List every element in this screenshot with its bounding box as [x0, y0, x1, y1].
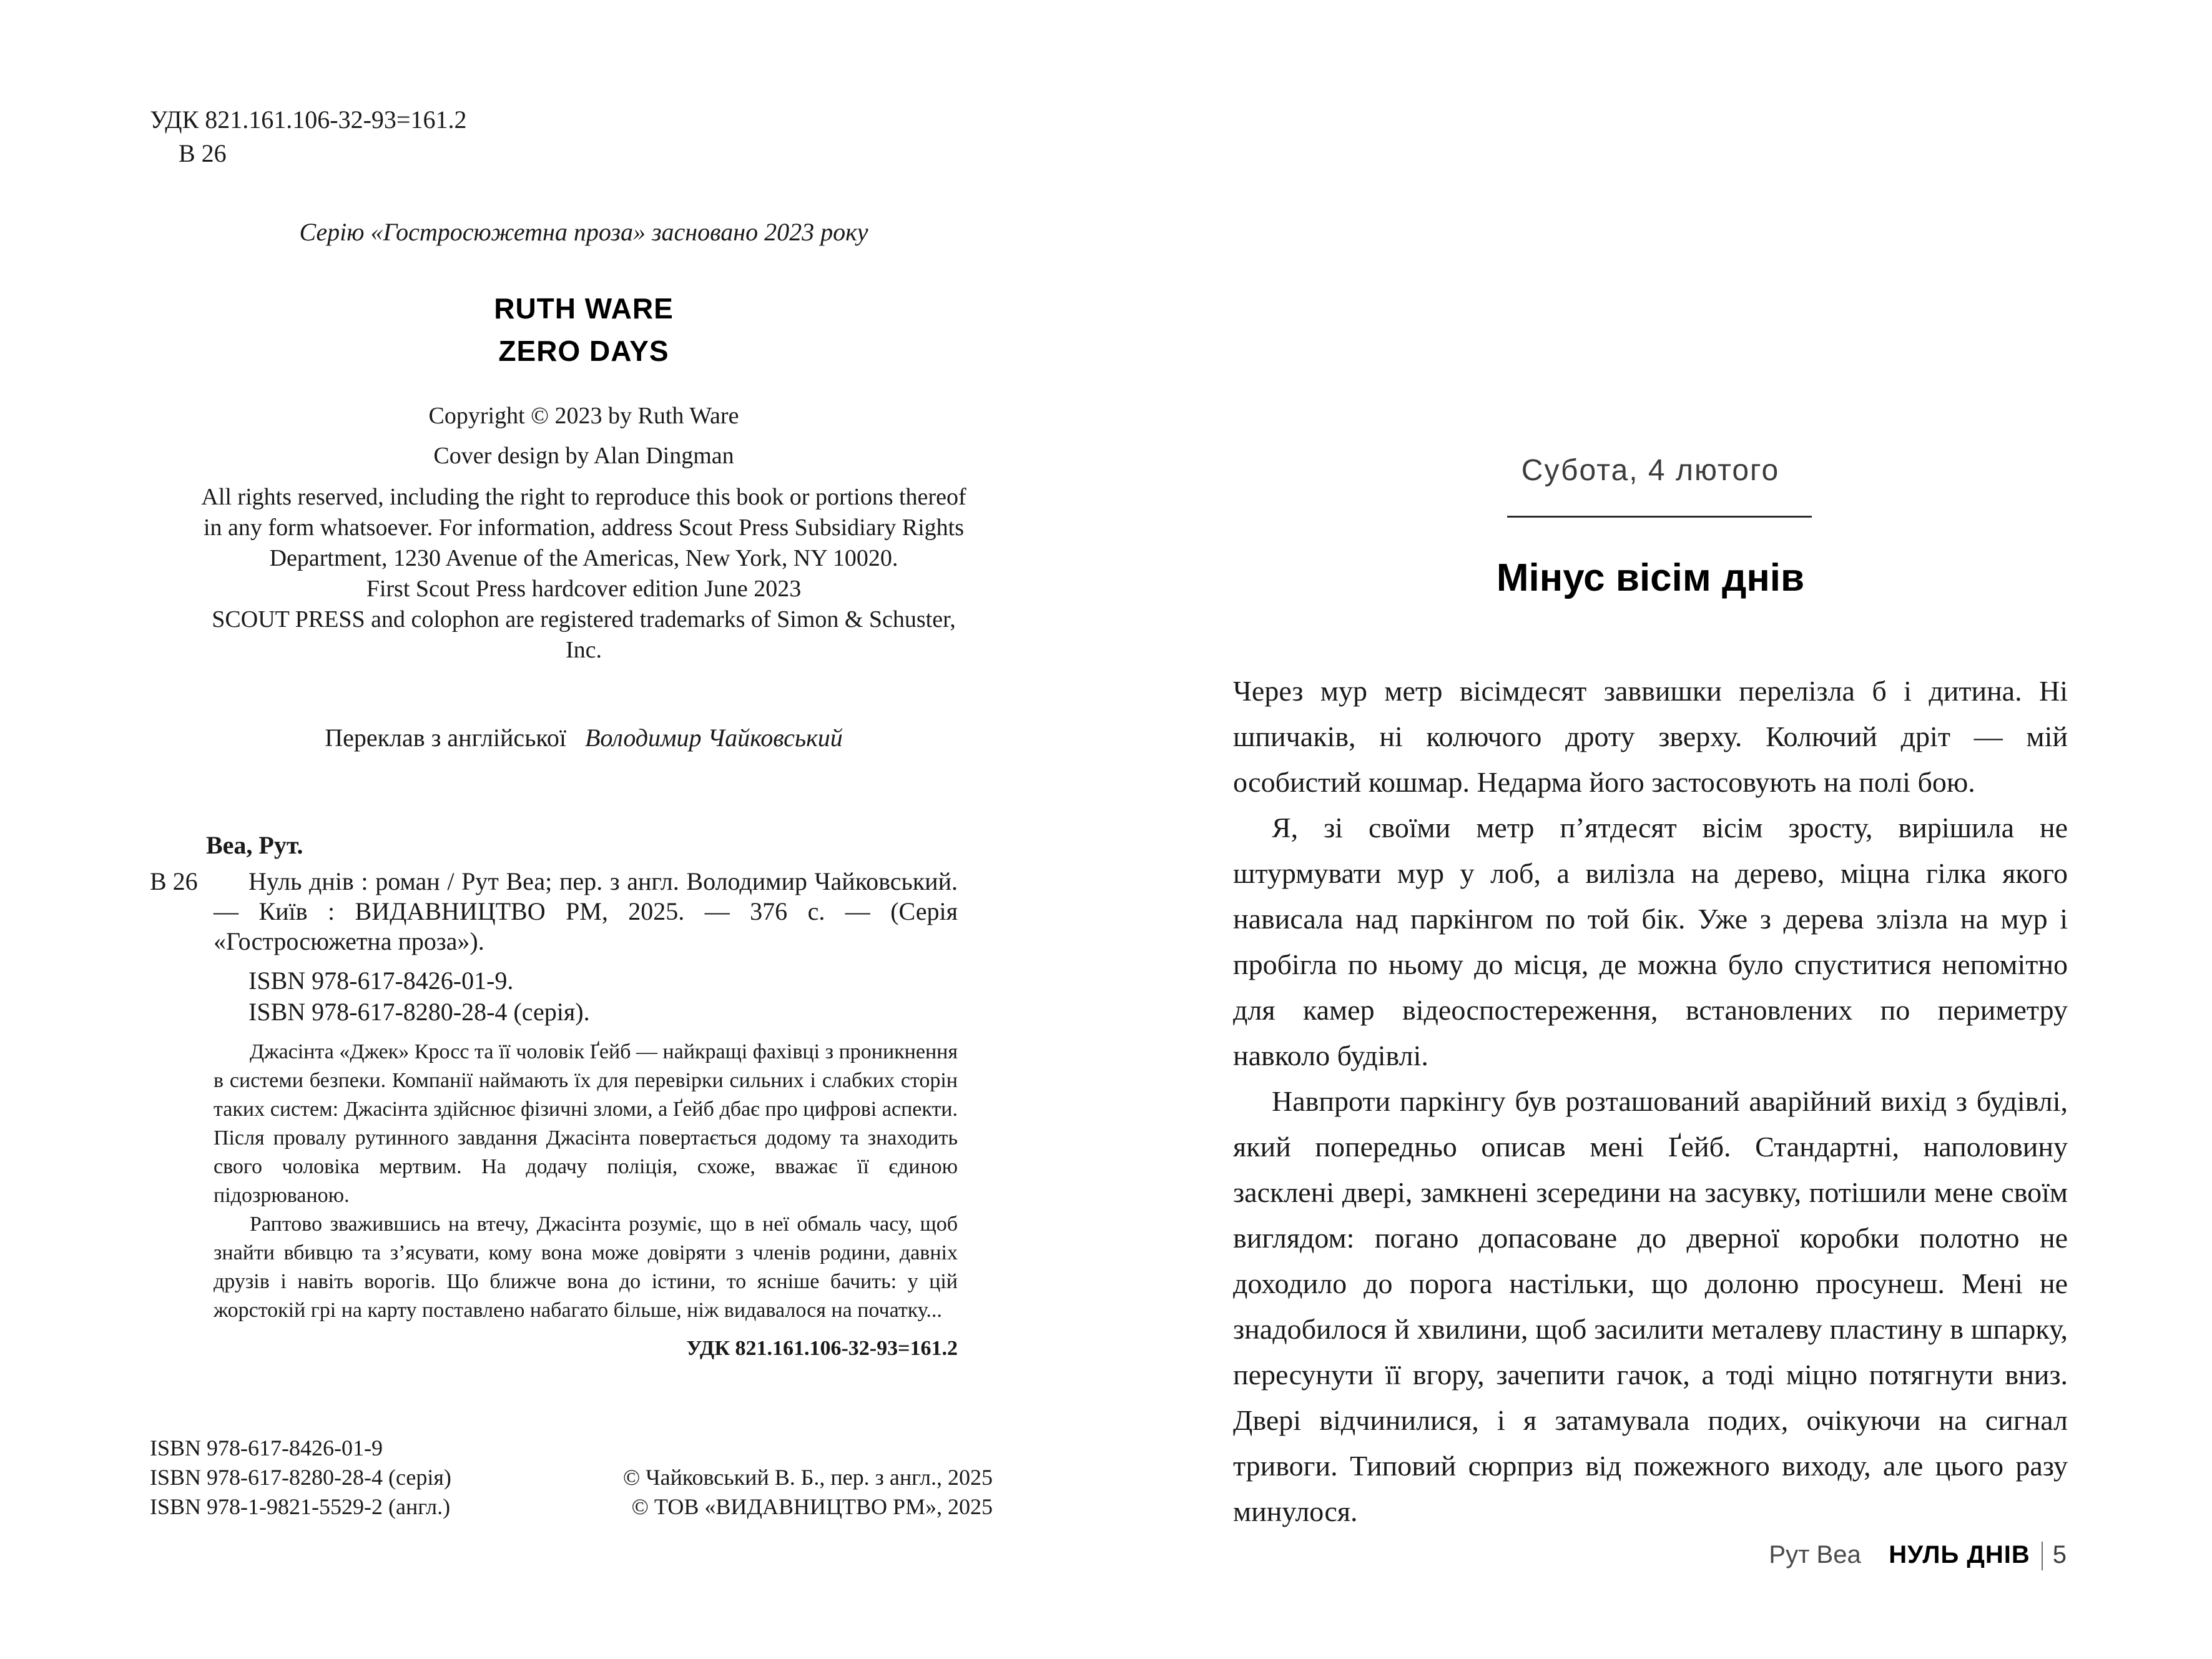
annotation-paragraph-2: Раптово зважившись на втечу, Джасінта розуміє, що в неї обмаль часу, щоб знайти вбивцю та з’ясувати, кому вона може довіряти з членів родини, давніх друзів і навіть ворогів. Що ближче вона до істини, то ясніше бачить: у цій жорстокій грі на карту поставлено набагато більше, ніж видавалося на початку...: [214, 1213, 958, 1322]
body-paragraph: Через мур метр вісімдесят заввишки перелізла б і дитина. Ні шпичаків, ні колючого дроту зверху. Колючий дріт — мій особистий кошмар. Недарма його застосовують на полі бою.: [1233, 675, 2068, 798]
series-note: Серію «Гостросюжетна проза» засновано 2023 року: [299, 218, 868, 246]
catalog-card: [150, 867, 958, 1364]
original-title-block: [150, 287, 1018, 372]
page-footer: [1233, 1541, 2067, 1570]
credit-translator: © Чайковський В. Б., пер. з англ., 2025: [622, 1465, 993, 1490]
author-name-en: RUTH WARE: [494, 292, 674, 325]
catalog-entry: Нуль днів : роман / Рут Веа; пер. з англ. Володимир Чайковський. — Київ : ВИДАВНИЦТВО РМ, 2025. — 376 с. — (Серія «Гостросюжетна проза»).: [214, 867, 958, 955]
credit-publisher: © ТОВ «ВИДАВНИЦТВО РМ», 2025: [631, 1494, 993, 1519]
udk-line: УДК 821.161.106-32-93=161.2: [150, 106, 467, 134]
divider-line: [1507, 516, 1812, 518]
cover-design-line: Cover design by Alan Dingman: [433, 443, 734, 469]
isbn-item: ISBN 978-617-8280-28-4 (серія): [150, 1465, 451, 1490]
copyright-block: [150, 396, 1018, 476]
footer-page-number: 5: [2052, 1541, 2067, 1568]
footer-divider: [2042, 1542, 2043, 1570]
section-divider: [1106, 516, 2212, 518]
trademark-line: SCOUT PRESS and colophon are registered trademarks of Simon & Schuster, Inc.: [212, 606, 956, 663]
rights-block: [150, 482, 1018, 666]
spacer: [1868, 1541, 1882, 1568]
catalog-isbn-1: ISBN 978-617-8426-01-9.: [248, 967, 514, 995]
isbn-item: ISBN 978-617-8426-01-9: [150, 1435, 383, 1460]
chapter-title: Мінус вісім днів: [1496, 556, 1805, 599]
translator-line: [150, 723, 1018, 752]
body-paragraph: Я, зі своїми метр п’ятдесят вісім зросту, вирішила не штурмувати мур у лоб, а вилізла на дерево, міцна гілка якого нависала над паркінгом по той бік. Уже з дерева злізла на мур і пробігла по ньому до місця, де можна було спуститися непомітно для камер відеоспостереження, встановлених по периметру навколо будівлі.: [1233, 812, 2068, 1071]
body-paragraph: Навпроти паркінгу був розташований аварійний вихід з будівлі, який попередньо описав мені Ґейб. Стандартні, наполовину засклені двері, замкнені зсередини на засувку, потішили мене своїм виглядом: погано допасоване до дверної коробки полотно не доходило до порога настільки, що долоню просунеш. Мені не знадобилося й хвилини, щоб засилити металеву пластину в шпарку, пересунути її вгору, зачепити гачок, а тоді міцно потягнути вниз. Двері відчинилися, і я затамувала подих, очікуючи на сигнал тривоги. Типовий сюрприз від пожежного виходу, але цього разу минулося.: [1233, 1085, 2068, 1527]
isbn-item: ISBN 978-1-9821-5529-2 (англ.): [150, 1494, 451, 1519]
footer-book-title: НУЛЬ ДНІВ: [1889, 1541, 2030, 1568]
book-title-en: ZERO DAYS: [498, 335, 669, 367]
copyright-credits: [150, 1463, 993, 1522]
catalog-author-code: В 26: [150, 867, 198, 895]
catalog-isbn-2: ISBN 978-617-8280-28-4 (серія).: [248, 998, 590, 1026]
chapter-body: [1233, 668, 2068, 1534]
chapter-opening-page: [1106, 0, 2212, 1659]
catalog-author-header: Веа, Рут.: [206, 831, 303, 859]
udk-author-code: В 26: [179, 139, 227, 167]
copyright-line: Copyright © 2023 by Ruth Ware: [428, 403, 739, 429]
annotation-paragraph-1: Джасінта «Джек» Кросс та її чоловік Ґейб — найкращі фахівці з проникнення в системи безпеки. Компанії наймають їх для перевірки сильних і слабких сторін таких систем: Джасінта здійснює фізичні зломи, а Ґейб дбає про цифрові аспекти. Після провалу рутинного завдання Джасінта повертається додому та знаходить свого чоловіка мертвим. На додачу поліція, схоже, вважає її єдиною підозрюваною.: [214, 1040, 958, 1207]
udk-block: [150, 103, 466, 170]
rights-paragraph: All rights reserved, including the right to reproduce this book or portions thereof in any form whatsoever. For information, address Scout Press Subsidiary Rights Department, 1230 Avenue of the Americas, New York, NY 10020.: [201, 484, 966, 571]
translator-label: Переклав з англійської: [325, 724, 566, 752]
catalog-udk-footer: УДК 821.161.106-32-93=161.2: [686, 1337, 958, 1360]
translator-name: Володимир Чайковський: [584, 724, 843, 752]
chapter-date-heading: Субота, 4 лютого: [1521, 454, 1780, 487]
spacer: [573, 724, 579, 752]
edition-line: First Scout Press hardcover edition June 2023: [366, 576, 802, 602]
footer-author: Рут Веа: [1769, 1541, 1861, 1568]
